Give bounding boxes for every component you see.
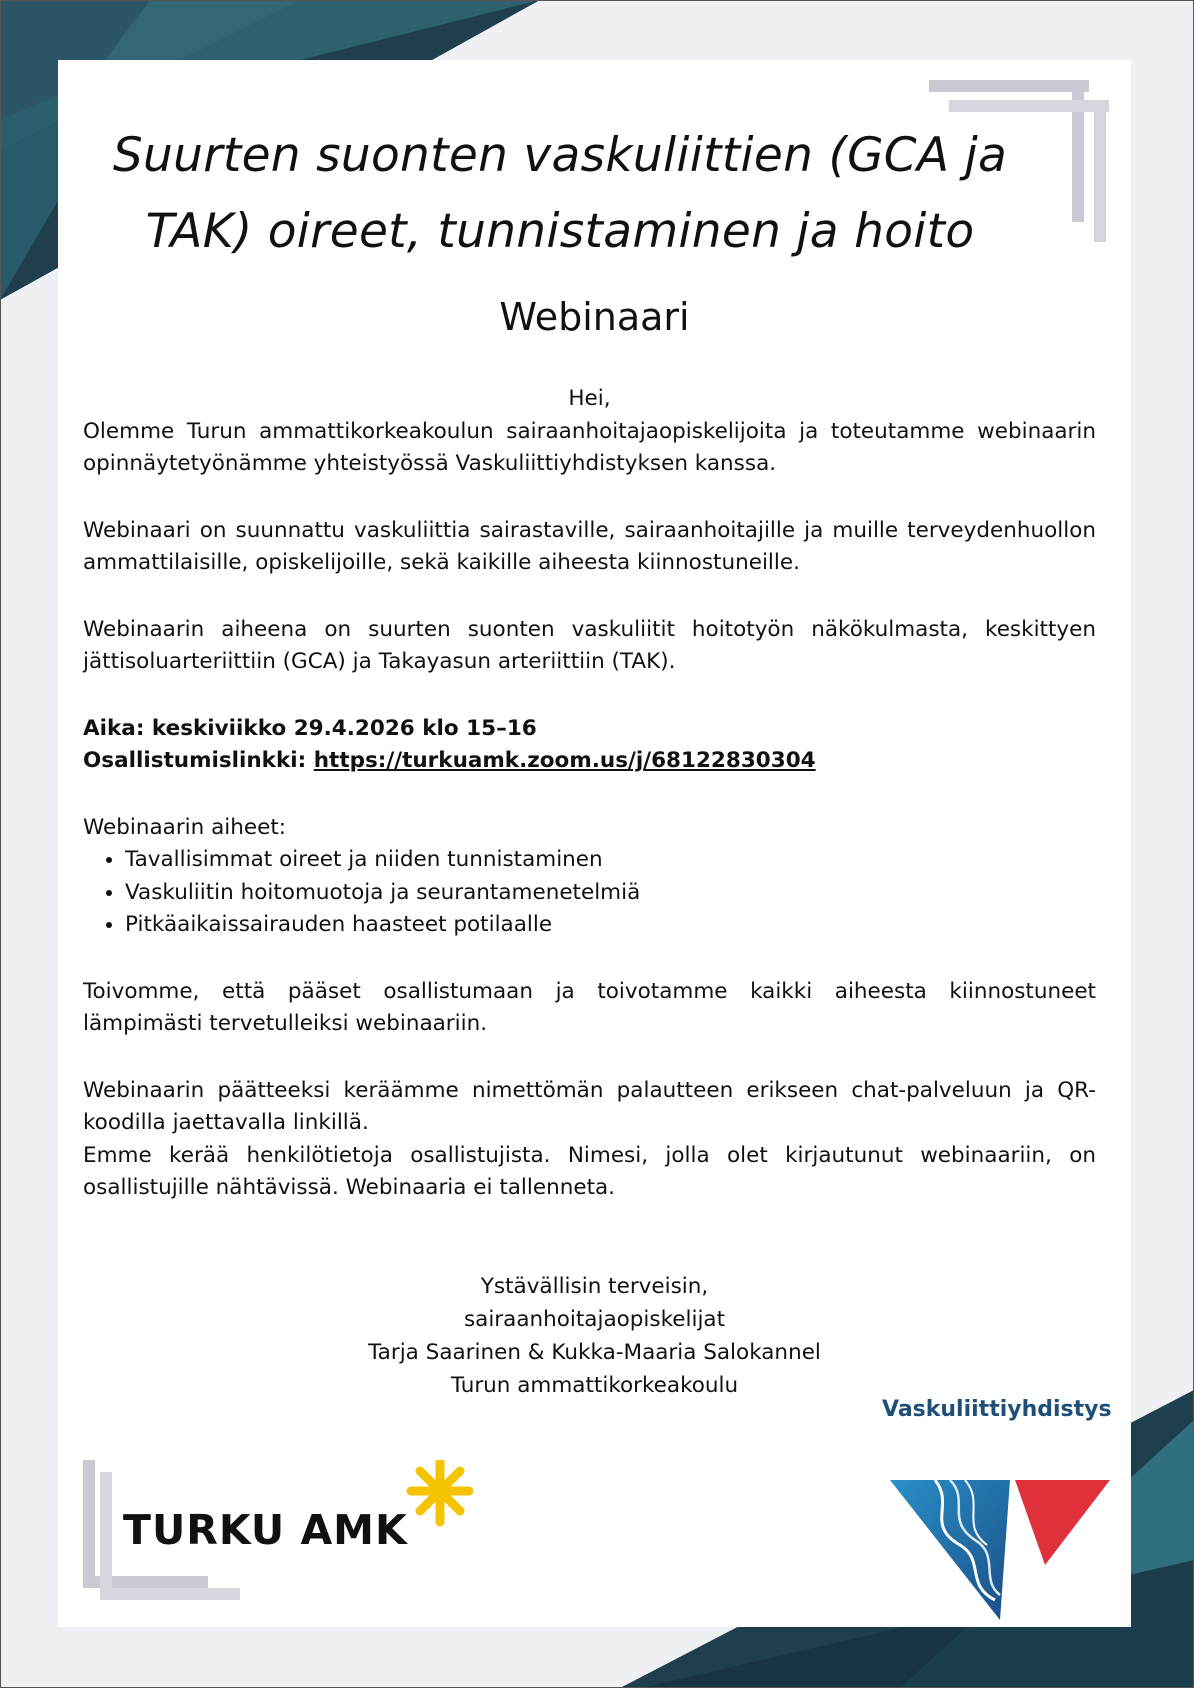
title-line-2: TAK) oireet, tunnistaminen ja hoito (145, 204, 975, 259)
signoff-line: Tarja Saarinen & Kukka-Maaria Salokannel (368, 1340, 821, 1365)
topics-heading: Webinaarin aiheet: (83, 814, 287, 840)
signoff-line: sairaanhoitajaopiskelijat (463, 1307, 726, 1332)
greeting: Hei, (568, 386, 611, 411)
feedback-paragraph: Webinaarin päätteeksi keräämme nimettömän palautteen erikseen chat-palveluun ja QR-koodilla jaettavalla linkillä. (83, 1077, 1096, 1135)
privacy-paragraph: Emme kerää henkilötietoja osallistujista. Nimesi, jolla olet kirjautunut webinaariin, on osallistujille nähtävissä. Webinaaria ei tallenneta. (83, 1142, 1096, 1200)
title-line-1: Suurten suonten vaskuliittien (GCA ja (112, 128, 1008, 183)
subtitle: Webinaari (499, 295, 690, 339)
poster-title (0, 118, 1120, 270)
event-link-line (83, 745, 1096, 778)
signoff-line: Ystävällisin terveisin, (480, 1274, 709, 1299)
signoff (58, 1270, 1131, 1402)
welcome-paragraph: Toivomme, että pääset osallistumaan ja toivotamme kaikki aiheesta kiinnostuneet lämpimästi tervetulleiksi webinaariin. (83, 978, 1096, 1036)
turku-amk-wordmark: TURKU AMK (123, 1506, 408, 1554)
list-item: • Tavallisimmat oireet ja niiden tunnistaminen (125, 844, 1096, 877)
audience-paragraph: Webinaari on suunnattu vaskuliittia sairastaville, sairaanhoitajille ja muille terveydenhuollon ammattilaisille, opiskelijoille, sekä kaikille aiheesta kiinnostuneille. (83, 517, 1096, 575)
list-item: • Vaskuliitin hoitomuotoja ja seurantamenetelmiä (125, 877, 1096, 910)
topics-list (83, 844, 1096, 942)
signoff-line: Turun ammattikorkeakoulu (450, 1373, 739, 1398)
zoom-link[interactable]: https://turkuamk.zoom.us/j/68122830304 (313, 748, 816, 773)
topic-paragraph: Webinaarin aiheena on suurten suonten vaskuliitit hoitotyön näkökulmasta, keskittyen jättisoluarteriittiin (GCA) ja Takayasun arteriittiin (TAK). (83, 616, 1096, 674)
event-time: Aika: keskiviikko 29.4.2026 klo 15–16 (83, 715, 537, 741)
intro-paragraph: Olemme Turun ammattikorkeakoulun sairaanhoitajaopiskelijoita ja toteutamme webinaarin opinnäytetyönämme yhteistyössä Vaskuliittiyhdistyksen kanssa. (83, 418, 1096, 476)
vaskuliitti-logo (875, 1395, 1125, 1625)
poster-body (83, 383, 1096, 1205)
list-item: • Pitkäaikaissairauden haasteet potilaalle (125, 909, 1096, 942)
link-label: Osallistumislinkki: (83, 748, 314, 773)
vaskuliitti-wordmark: Vaskuliittiyhdistys (882, 1397, 1112, 1422)
star-icon (411, 1460, 469, 1522)
